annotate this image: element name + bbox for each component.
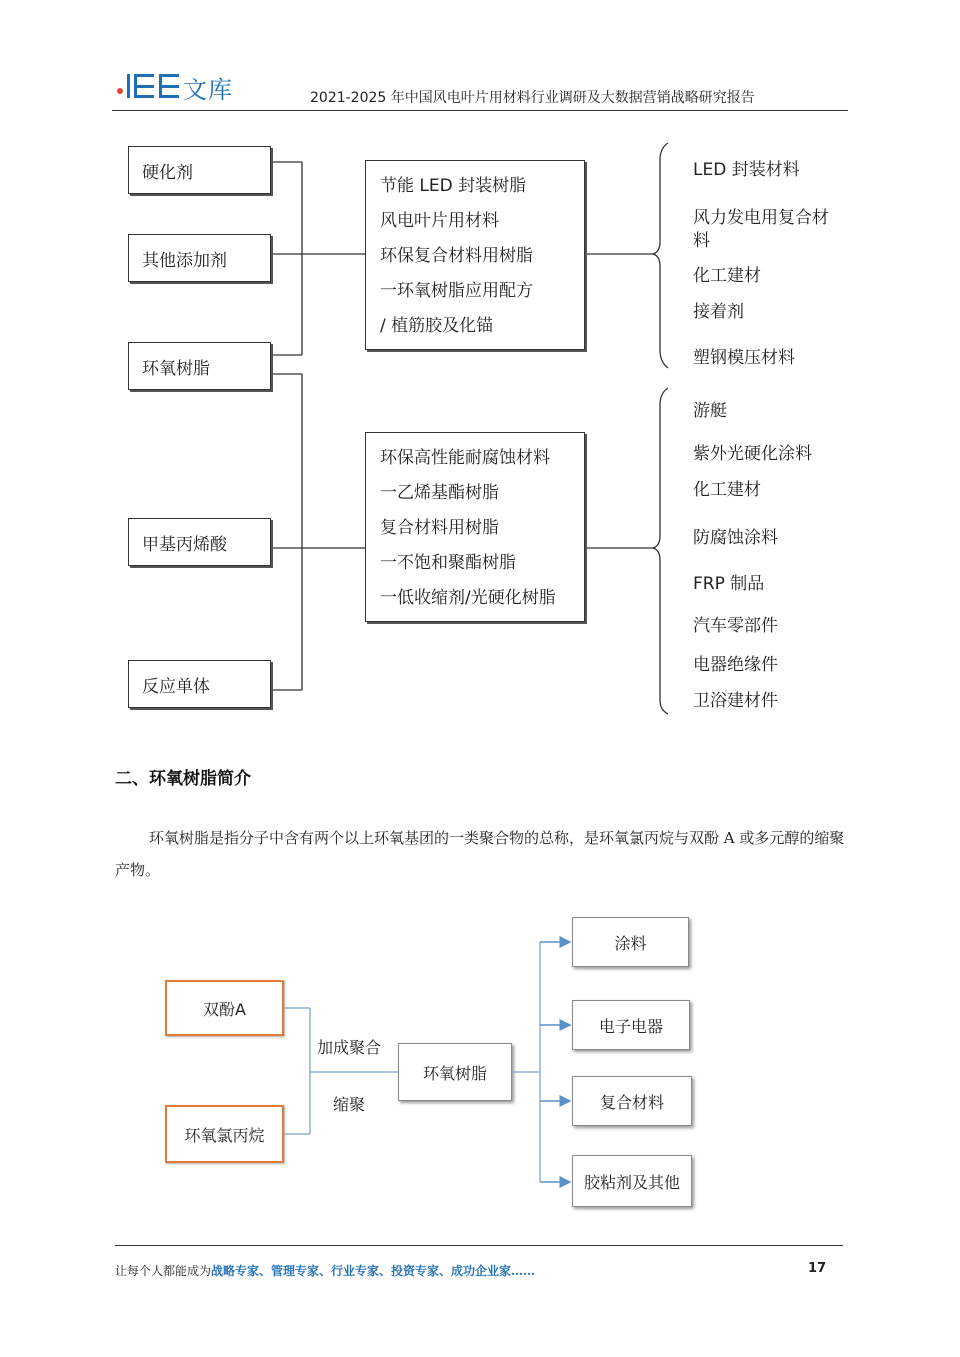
upper-center-line: 风电叶片用材料 bbox=[380, 211, 499, 231]
upper-right-label: 化工建材 bbox=[693, 266, 761, 286]
output-adhesives-other: 胶粘剂及其他 bbox=[572, 1155, 692, 1207]
lower-right-label: 汽车零部件 bbox=[693, 616, 778, 636]
lower-right-label: 化工建材 bbox=[693, 480, 761, 500]
upper-right-label: LED 封装材料 bbox=[693, 160, 800, 180]
header-title: 2021-2025 年中国风电叶片用材料行业调研及大数据营销战略研究报告 bbox=[310, 90, 755, 106]
upper-center-line: 一环氧树脂应用配方 bbox=[380, 281, 533, 301]
upper-right-label: 塑钢模压材料 bbox=[693, 348, 795, 368]
lower-right-label: FRP 制品 bbox=[693, 574, 765, 594]
process-label-addition: 加成聚合 bbox=[317, 1038, 382, 1057]
input-bisphenol-a: 双酚A bbox=[165, 980, 284, 1036]
page-number: 17 bbox=[808, 1261, 827, 1276]
output-composites: 复合材料 bbox=[572, 1076, 692, 1126]
upper-center-line: / 植筋胶及化锚 bbox=[380, 316, 494, 336]
upper-center-line: 环保复合材料用树脂 bbox=[380, 246, 533, 266]
center-epoxy-resin: 环氧树脂 bbox=[398, 1043, 512, 1101]
footer-highlight: 战略专家、管理专家、行业专家、投资专家、成功企业家…… bbox=[211, 1264, 536, 1278]
box-methacrylic-acid: 甲基丙烯酸 bbox=[128, 518, 271, 566]
footer-prefix: 让每个人都能成为 bbox=[115, 1264, 212, 1278]
lower-center-line: 一乙烯基酯树脂 bbox=[380, 483, 499, 503]
input-epichlorohydrin: 环氧氯丙烷 bbox=[165, 1105, 284, 1163]
section-paragraph: 环氧树脂是指分子中含有两个以上环氧基团的一类聚合物的总称，是环氧氯丙烷与双酚 A 或多元醇的缩聚产物。 bbox=[115, 829, 845, 879]
upper-right-label: 料 bbox=[693, 231, 710, 251]
upper-center-line: 节能 LED 封装树脂 bbox=[380, 176, 527, 196]
lower-center-line: 一低收缩剂/光硬化树脂 bbox=[380, 588, 556, 608]
upper-right-label: 接着剂 bbox=[693, 302, 744, 322]
lower-right-label: 防腐蚀涂料 bbox=[693, 528, 778, 548]
footer-slogan bbox=[115, 1262, 535, 1279]
lower-right-label: 紫外光硬化涂料 bbox=[693, 444, 812, 464]
box-hardener: 硬化剂 bbox=[128, 146, 271, 194]
box-other-additives: 其他添加剂 bbox=[128, 234, 271, 282]
lower-right-label: 游艇 bbox=[693, 401, 727, 421]
output-coatings: 涂料 bbox=[572, 917, 689, 967]
lower-right-label: 卫浴建材件 bbox=[693, 691, 778, 711]
upper-right-label: 风力发电用复合材 bbox=[693, 208, 829, 228]
lower-center-line: 一不饱和聚酯树脂 bbox=[380, 553, 516, 573]
box-epoxy-resin: 环氧树脂 bbox=[128, 342, 271, 390]
logo-text: 文库 bbox=[183, 76, 233, 104]
process-label-condensation: 缩聚 bbox=[333, 1095, 366, 1114]
footer-divider bbox=[115, 1245, 843, 1246]
lower-center-line: 环保高性能耐腐蚀材料 bbox=[380, 448, 550, 468]
output-electronics: 电子电器 bbox=[572, 1000, 690, 1050]
lower-right-label: 电器绝缘件 bbox=[693, 655, 778, 675]
lower-center-line: 复合材料用树脂 bbox=[380, 518, 499, 538]
box-reactive-monomer: 反应单体 bbox=[128, 660, 271, 708]
section-title: 二、环氧树脂简介 bbox=[115, 769, 251, 789]
